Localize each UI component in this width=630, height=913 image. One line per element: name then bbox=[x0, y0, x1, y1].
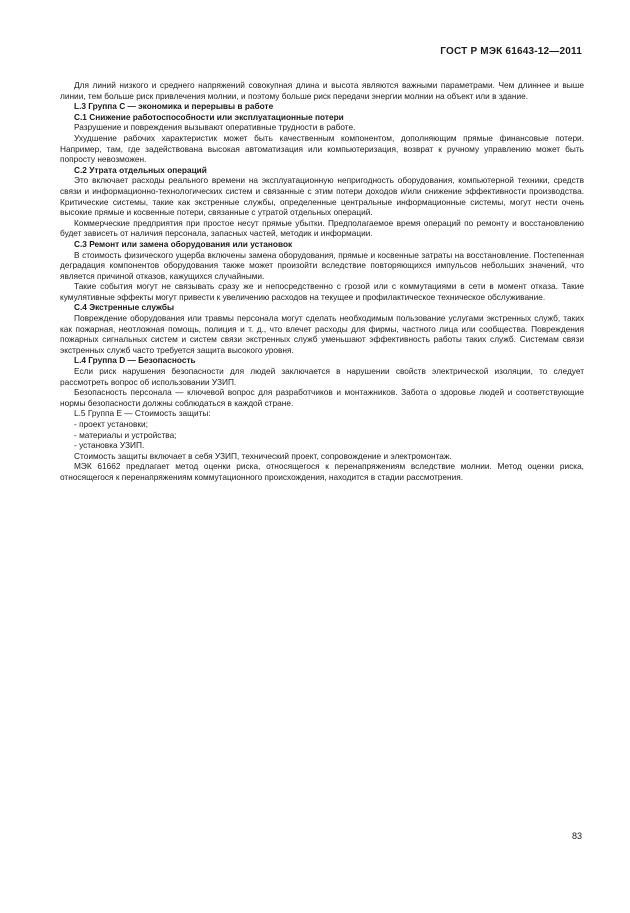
paragraph: Если риск нарушения безопасности для людей заключается в нарушении свойств электрической изоляции, то следует рассмотреть вопрос об использовании УЗИП. bbox=[60, 366, 584, 387]
section-heading: L.3 Группа С — экономика и перерывы в работе bbox=[74, 101, 274, 112]
page-number: 83 bbox=[571, 831, 582, 841]
standard-header: ГОСТ Р МЭК 61643-12—2011 bbox=[440, 46, 582, 57]
paragraph: Для линий низкого и среднего напряжений совокупная длина и высота являются важными параметрами. Чем длиннее и выше линии, тем больше риск привлечения молнии, и поэтому больше риск передачи энергии молнии на объект или в здание. bbox=[60, 80, 584, 101]
paragraph: Коммерческие предприятия при простое несут прямые убытки. Предполагаемое время операций по ремонту и восстановлению будет зависеть от наличия персонала, запасных частей, методик и информации. bbox=[60, 217, 584, 239]
body-text bbox=[60, 80, 584, 483]
paragraph: Безопасность персонала — ключевой вопрос для разработчиков и монтажников. Забота о здоровье людей и соответствующие нормы безопасности должны соблюдаться в каждой стране. bbox=[60, 387, 584, 408]
subsection-heading: С.3 Ремонт или замена оборудования или установок bbox=[74, 238, 293, 249]
list-item: - проект установки; bbox=[74, 419, 148, 429]
paragraph: Это включает расходы реального времени на эксплуатационную непригодность оборудования, компьютерной техники, средств связи и информационно-технологических систем и связанные с этим потери доходов и/или снижение эффективности производства. Критические системы, такие как экстренные службы, определенные центральные информационные системы, могут нести очень высокие прямые и косвенные потери, связанные с утратой отдельных операций. bbox=[60, 175, 584, 218]
paragraph: МЭК 61662 предлагает метод оценки риска, относящегося к перенапряжениям вследствие молнии. Метод оценки риска, относящегося к перенапряжениям коммутационного происхождения, находится в стадии рассмотрения. bbox=[60, 461, 584, 482]
paragraph: Повреждение оборудования или травмы персонала могут сделать необходимым пользование услугами экстренных служб, таких как пожарная, неотложная помощь, полиция и т. д., что влечет расходы для фирмы, частного лица или сообщества. Повреждения пожарных сигнальных систем и систем связи экстренных служб уменьшают эффективность работы таких служб. Системам связи экстренных служб часто требуется защита высокого уровня. bbox=[60, 313, 584, 355]
section-heading: L.4 Группа D — Безопасность bbox=[74, 355, 196, 366]
paragraph: Стоимость защиты включает в себя УЗИП, технический проект, сопровождение и электромонтаж. bbox=[74, 450, 452, 461]
paragraph: Разрушение и повреждения вызывают оперативные трудности в работе. bbox=[74, 122, 356, 133]
subsection-heading: С.1 Снижение работоспособности или эксплуатационные потери bbox=[74, 111, 344, 122]
subsection-heading: С.4 Экстренные службы bbox=[74, 302, 175, 313]
subsection-heading: С.2 Утрата отдельных операций bbox=[74, 164, 207, 175]
paragraph: В стоимость физического ущерба включены замена оборудования, прямые и косвенные затраты на восстановление. Постепенная деградация компонентов оборудования также может произойти вследствие повторяющихся импульсов небольших значений, что является причиной отказов, кажущихся случайными. bbox=[60, 249, 584, 281]
list-item: - установка УЗИП. bbox=[74, 440, 145, 451]
paragraph: Ухудшение рабочих характеристик может быть качественным компонентом, дополняющим прямые финансовые потери. Например, там, где задействована высокая автоматизация или компьютеризация, возврат к ручному управлению может быть попросту невозможен. bbox=[60, 132, 584, 165]
list-item: - материалы и устройства; bbox=[74, 429, 177, 440]
paragraph: L.5 Группа Е — Стоимость защиты: bbox=[74, 408, 211, 419]
paragraph: Такие события могут не связывать сразу же и непосредственно с грозой или с коммутациями в сети в момент отказа. Такие кумулятивные эффекты могут привести к увеличению расходов на текущее и профилактическое техническое обслуживание. bbox=[60, 281, 584, 302]
